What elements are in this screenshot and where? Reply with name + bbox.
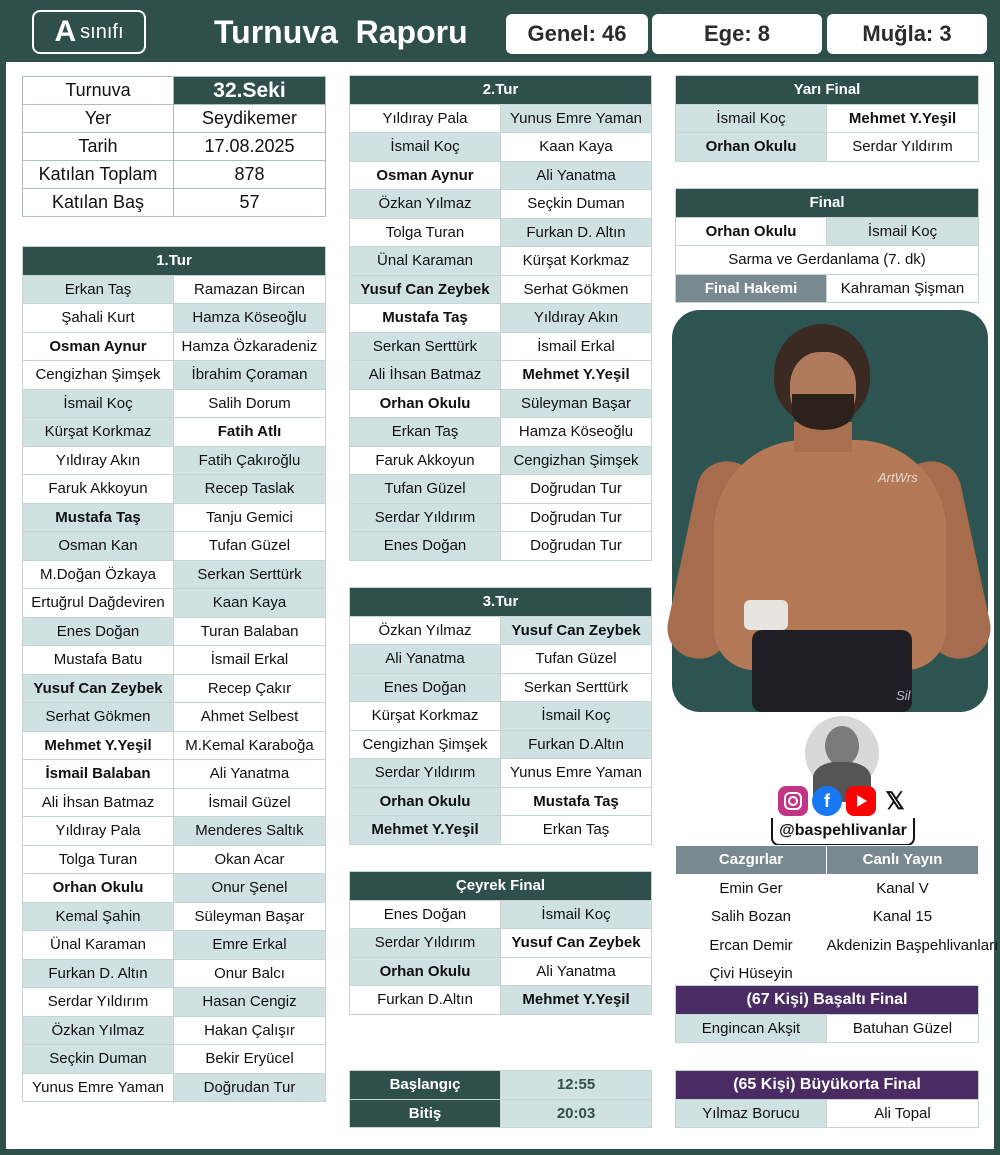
tur1-wrestler-right: Onur Şenel (174, 874, 326, 903)
final-winner: Orhan Okulu (676, 217, 827, 246)
tur1-wrestler-left: Ünal Karaman (23, 931, 174, 960)
tur1-match-row (23, 845, 326, 874)
tur1-wrestler-right: Onur Balcı (174, 959, 326, 988)
tur2-match-row (350, 304, 652, 333)
ceyrek-wrestler-right: Mehmet Y.Yeşil (501, 986, 652, 1015)
logo-portrait (805, 716, 879, 790)
tur2-wrestler-right: Süleyman Başar (501, 389, 652, 418)
tur2-wrestler-right: Furkan D. Altın (501, 218, 652, 247)
tur1-match-row (23, 418, 326, 447)
ceyrek-wrestler-left: Serdar Yıldırım (350, 929, 501, 958)
info-value: 57 (174, 189, 326, 217)
tur2-wrestler-left: Tufan Güzel (350, 475, 501, 504)
tur2-match-row (350, 532, 652, 561)
start-label: Başlangıç (350, 1071, 501, 1100)
tur2-table (349, 75, 652, 561)
yari-wrestler-left: İsmail Koç (676, 104, 827, 133)
ceyrek-wrestler-right: Yusuf Can Zeybek (501, 929, 652, 958)
tur1-match-row (23, 304, 326, 333)
tur2-wrestler-right: Doğrudan Tur (501, 503, 652, 532)
info-row (23, 189, 326, 217)
final-opponent: İsmail Koç (827, 217, 979, 246)
tur3-match-row (350, 673, 652, 702)
tur2-wrestler-left: Enes Doğan (350, 532, 501, 561)
tur2-match-row (350, 190, 652, 219)
tur2-wrestler-right: Kaan Kaya (501, 133, 652, 162)
stat-mugla: Muğla: 3 (827, 14, 987, 54)
tur3-wrestler-left: Cengizhan Şimşek (350, 730, 501, 759)
tur2-wrestler-right: Mehmet Y.Yeşil (501, 361, 652, 390)
crew-cell: Ercan Demir (709, 936, 793, 954)
ceyrek-match-row (350, 900, 652, 929)
tur1-match-row (23, 389, 326, 418)
tur1-wrestler-right: Emre Erkal (174, 931, 326, 960)
tur3-match-row (350, 645, 652, 674)
page-title: Turnuva Raporu (214, 14, 468, 50)
tur1-wrestler-right: Kaan Kaya (174, 589, 326, 618)
tur1-wrestler-right: Tufan Güzel (174, 532, 326, 561)
tur1-match-row (23, 988, 326, 1017)
tur1-wrestler-left: Serhat Gökmen (23, 703, 174, 732)
tur1-match-row (23, 959, 326, 988)
tur3-match-row (350, 730, 652, 759)
youtube-icon[interactable] (846, 786, 876, 816)
crew-table (675, 845, 999, 988)
tur1-wrestler-right: Hamza Özkaradeniz (174, 332, 326, 361)
tur1-wrestler-left: Orhan Okulu (23, 874, 174, 903)
ceyrek-match-row (350, 929, 652, 958)
tur1-match-row (23, 332, 326, 361)
ceyrek-wrestler-left: Orhan Okulu (350, 957, 501, 986)
class-word: sınıfı (80, 20, 124, 43)
tur3-wrestler-right: Mustafa Taş (501, 787, 652, 816)
yari-match-row (676, 104, 979, 133)
ceyrek-match-row (350, 957, 652, 986)
yari-match-row (676, 133, 979, 162)
tur1-wrestler-right: Turan Balaban (174, 617, 326, 646)
photo-watermark: ArtWrs (878, 470, 918, 485)
tur1-wrestler-right: Serkan Serttürk (174, 560, 326, 589)
tur1-wrestler-right: Doğrudan Tur (174, 1073, 326, 1102)
tur2-wrestler-right: Kürşat Korkmaz (501, 247, 652, 276)
tur3-wrestler-left: Mehmet Y.Yeşil (350, 816, 501, 845)
ceyrek-wrestler-left: Furkan D.Altın (350, 986, 501, 1015)
tur2-match-row (350, 389, 652, 418)
info-row (23, 105, 326, 133)
tur1-wrestler-left: Seçkin Duman (23, 1045, 174, 1074)
tur2-match-row (350, 133, 652, 162)
tur3-wrestler-left: Orhan Okulu (350, 787, 501, 816)
end-label: Bitiş (350, 1099, 501, 1128)
crew-cell: Çivi Hüseyin (709, 965, 793, 983)
tur2-wrestler-left: Tolga Turan (350, 218, 501, 247)
info-row (23, 77, 326, 105)
tur1-wrestler-right: Ali Yanatma (174, 760, 326, 789)
basalti-table (675, 985, 979, 1043)
yari-table (675, 75, 979, 162)
tur3-wrestler-left: Enes Doğan (350, 673, 501, 702)
end-time: 20:03 (501, 1099, 652, 1128)
yari-title: Yarı Final (676, 76, 979, 105)
tur2-wrestler-left: Erkan Taş (350, 418, 501, 447)
info-label: Katılan Toplam (23, 161, 174, 189)
tur2-wrestler-left: Yusuf Can Zeybek (350, 275, 501, 304)
tur1-match-row (23, 646, 326, 675)
tur1-wrestler-left: Serdar Yıldırım (23, 988, 174, 1017)
tur2-wrestler-right: Yıldıray Akın (501, 304, 652, 333)
tur1-wrestler-left: Yıldıray Pala (23, 817, 174, 846)
photo-wrist-tape (744, 600, 788, 630)
tur1-table (22, 246, 326, 1102)
class-badge (32, 10, 146, 54)
tur1-wrestler-left: Ertuğrul Dağdeviren (23, 589, 174, 618)
wrestler-photo (672, 310, 988, 712)
tur1-wrestler-right: İbrahim Çoraman (174, 361, 326, 390)
tur1-match-row (23, 703, 326, 732)
crew-cell: Kanal 15 (872, 908, 933, 926)
info-label: Tarih (23, 133, 174, 161)
tur3-wrestler-left: Ali Yanatma (350, 645, 501, 674)
tur1-wrestler-right: Fatih Atlı (174, 418, 326, 447)
photo-kispet (752, 630, 912, 712)
instagram-icon[interactable] (778, 786, 808, 816)
crew-cell: Akdenizin Başpehlivanları (826, 936, 999, 954)
tur1-wrestler-right: Süleyman Başar (174, 902, 326, 931)
times-table (349, 1070, 652, 1128)
tur1-wrestler-left: Osman Aynur (23, 332, 174, 361)
x-icon[interactable]: 𝕏 (880, 786, 910, 816)
tur1-wrestler-right: Recep Çakır (174, 674, 326, 703)
tur1-wrestler-right: Ramazan Bircan (174, 275, 326, 304)
info-value: 32.Seki (174, 77, 326, 105)
tur1-match-row (23, 1073, 326, 1102)
tur1-wrestler-left: Faruk Akkoyun (23, 475, 174, 504)
tur2-match-row (350, 104, 652, 133)
ceyrek-table (349, 871, 652, 1015)
social-icons (778, 784, 910, 818)
tur2-wrestler-right: Yunus Emre Yaman (501, 104, 652, 133)
tur1-wrestler-left: Osman Kan (23, 532, 174, 561)
tur1-match-row (23, 731, 326, 760)
tur1-match-row (23, 902, 326, 931)
tur1-match-row (23, 475, 326, 504)
tur2-match-row (350, 218, 652, 247)
tur2-wrestler-right: Doğrudan Tur (501, 532, 652, 561)
tur1-wrestler-left: Ali İhsan Batmaz (23, 788, 174, 817)
info-row (23, 161, 326, 189)
tur2-wrestler-left: Faruk Akkoyun (350, 446, 501, 475)
tur1-wrestler-left: Mustafa Taş (23, 503, 174, 532)
tur1-wrestler-right: Salih Dorum (174, 389, 326, 418)
tur1-wrestler-right: İsmail Erkal (174, 646, 326, 675)
basalti-winner: Engincan Akşit (676, 1014, 827, 1043)
social-handle[interactable]: @baspehlivanlar (771, 818, 915, 846)
crew-header-broadcast: Canlı Yayın (827, 846, 979, 875)
tur1-wrestler-right: Ahmet Selbest (174, 703, 326, 732)
ceyrek-wrestler-left: Enes Doğan (350, 900, 501, 929)
tur3-table (349, 587, 652, 845)
tur1-match-row (23, 874, 326, 903)
tur1-wrestler-right: Menderes Saltık (174, 817, 326, 846)
basalti-title: (67 Kişi) Başaltı Final (676, 986, 979, 1015)
tur2-wrestler-right: Cengizhan Şimşek (501, 446, 652, 475)
tur2-match-row (350, 503, 652, 532)
tur1-wrestler-left: Erkan Taş (23, 275, 174, 304)
info-label: Yer (23, 105, 174, 133)
tur2-match-row (350, 332, 652, 361)
tur2-match-row (350, 361, 652, 390)
tur3-match-row (350, 616, 652, 645)
photo-signature: Sil (896, 688, 911, 703)
tur1-wrestler-left: Özkan Yılmaz (23, 1016, 174, 1045)
tur2-wrestler-right: Hamza Köseoğlu (501, 418, 652, 447)
tur2-wrestler-right: Ali Yanatma (501, 161, 652, 190)
tur1-match-row (23, 788, 326, 817)
tur3-wrestler-right: Tufan Güzel (501, 645, 652, 674)
yari-wrestler-right: Serdar Yıldırım (827, 133, 979, 162)
tur3-wrestler-right: İsmail Koç (501, 702, 652, 731)
tur1-match-row (23, 1016, 326, 1045)
tur1-wrestler-left: Tolga Turan (23, 845, 174, 874)
ceyrek-match-row (350, 986, 652, 1015)
portrait-head (825, 726, 859, 766)
tur2-wrestler-left: Osman Aynur (350, 161, 501, 190)
crew-cell: Salih Bozan (710, 908, 792, 926)
tur2-match-row (350, 161, 652, 190)
final-referee: Kahraman Şişman (827, 274, 979, 303)
tur1-wrestler-right: M.Kemal Karaboğa (174, 731, 326, 760)
tur1-title: 1.Tur (23, 247, 326, 276)
tur1-match-row (23, 760, 326, 789)
basalti-opponent: Batuhan Güzel (827, 1014, 979, 1043)
tur3-match-row (350, 759, 652, 788)
tur2-wrestler-right: İsmail Erkal (501, 332, 652, 361)
yari-wrestler-left: Orhan Okulu (676, 133, 827, 162)
tur1-wrestler-left: Yıldıray Akın (23, 446, 174, 475)
tur1-match-row (23, 275, 326, 304)
tur1-wrestler-left: M.Doğan Özkaya (23, 560, 174, 589)
tur1-wrestler-right: Fatih Çakıroğlu (174, 446, 326, 475)
tur2-wrestler-left: Özkan Yılmaz (350, 190, 501, 219)
tur2-wrestler-left: Yıldıray Pala (350, 104, 501, 133)
stat-genel: Genel: 46 (506, 14, 648, 54)
tur2-match-row (350, 446, 652, 475)
tur1-wrestler-right: Bekir Eryücel (174, 1045, 326, 1074)
tur2-match-row (350, 475, 652, 504)
tur3-wrestler-left: Özkan Yılmaz (350, 616, 501, 645)
tur2-match-row (350, 418, 652, 447)
tur3-match-row (350, 816, 652, 845)
tur1-wrestler-left: Mehmet Y.Yeşil (23, 731, 174, 760)
tur1-wrestler-left: Yunus Emre Yaman (23, 1073, 174, 1102)
tur2-wrestler-right: Serhat Gökmen (501, 275, 652, 304)
tur1-wrestler-right: Tanju Gemici (174, 503, 326, 532)
tur1-match-row (23, 446, 326, 475)
tur1-wrestler-right: İsmail Güzel (174, 788, 326, 817)
tur1-wrestler-left: Yusuf Can Zeybek (23, 674, 174, 703)
tur1-wrestler-right: Okan Acar (174, 845, 326, 874)
tur2-match-row (350, 275, 652, 304)
tur1-wrestler-right: Hasan Cengiz (174, 988, 326, 1017)
buyukorta-winner: Yılmaz Borucu (676, 1099, 827, 1128)
tur3-wrestler-left: Serdar Yıldırım (350, 759, 501, 788)
tur1-wrestler-left: Cengizhan Şimşek (23, 361, 174, 390)
tur1-wrestler-left: Furkan D. Altın (23, 959, 174, 988)
tur2-wrestler-left: İsmail Koç (350, 133, 501, 162)
tur1-match-row (23, 361, 326, 390)
tur1-match-row (23, 532, 326, 561)
tur1-match-row (23, 931, 326, 960)
crew-cell: Emin Ger (719, 880, 783, 897)
final-result: Sarma ve Gerdanlama (7. dk) (676, 246, 979, 275)
tur1-match-row (23, 817, 326, 846)
tur1-match-row (23, 560, 326, 589)
tur2-wrestler-left: Ünal Karaman (350, 247, 501, 276)
tur2-title: 2.Tur (350, 76, 652, 105)
tur3-wrestler-left: Kürşat Korkmaz (350, 702, 501, 731)
ceyrek-wrestler-right: Ali Yanatma (501, 957, 652, 986)
ceyrek-wrestler-right: İsmail Koç (501, 900, 652, 929)
tur1-match-row (23, 674, 326, 703)
info-value: 17.08.2025 (174, 133, 326, 161)
start-time: 12:55 (501, 1071, 652, 1100)
tur1-wrestler-left: İsmail Balaban (23, 760, 174, 789)
final-referee-label: Final Hakemi (676, 274, 827, 303)
tur3-title: 3.Tur (350, 588, 652, 617)
tur1-wrestler-left: İsmail Koç (23, 389, 174, 418)
tur1-wrestler-right: Hakan Çalışır (174, 1016, 326, 1045)
tur1-match-row (23, 503, 326, 532)
tur2-wrestler-right: Seçkin Duman (501, 190, 652, 219)
tur1-wrestler-left: Kürşat Korkmaz (23, 418, 174, 447)
crew-cell (827, 960, 979, 989)
tur1-match-row (23, 617, 326, 646)
tur2-match-row (350, 247, 652, 276)
tur3-match-row (350, 702, 652, 731)
info-label: Katılan Baş (23, 189, 174, 217)
crew-cell: Kanal V (876, 880, 929, 897)
tur1-wrestler-left: Enes Doğan (23, 617, 174, 646)
info-value: Seydikemer (174, 105, 326, 133)
info-value: 878 (174, 161, 326, 189)
buyukorta-opponent: Ali Topal (827, 1099, 979, 1128)
tur1-wrestler-left: Şahali Kurt (23, 304, 174, 333)
tur1-match-row (23, 1045, 326, 1074)
info-row (23, 133, 326, 161)
tur3-wrestler-right: Erkan Taş (501, 816, 652, 845)
stat-ege: Ege: 8 (652, 14, 822, 54)
tur3-wrestler-right: Furkan D.Altın (501, 730, 652, 759)
tur1-match-row (23, 589, 326, 618)
tur3-wrestler-right: Yunus Emre Yaman (501, 759, 652, 788)
facebook-icon[interactable]: f (812, 786, 842, 816)
info-label: Turnuva (23, 77, 174, 105)
yari-wrestler-right: Mehmet Y.Yeşil (827, 104, 979, 133)
buyukorta-title: (65 Kişi) Büyükorta Final (676, 1071, 979, 1100)
tur3-wrestler-right: Serkan Serttürk (501, 673, 652, 702)
crew-header-cazgir: Cazgırlar (676, 846, 827, 875)
tur3-wrestler-right: Yusuf Can Zeybek (501, 616, 652, 645)
final-title: Final (676, 189, 979, 218)
tur2-wrestler-right: Doğrudan Tur (501, 475, 652, 504)
tur1-wrestler-right: Recep Taslak (174, 475, 326, 504)
final-table (675, 188, 979, 303)
tur1-wrestler-left: Mustafa Batu (23, 646, 174, 675)
header-bar (0, 0, 1000, 62)
tur3-match-row (350, 787, 652, 816)
ceyrek-title: Çeyrek Final (350, 872, 652, 901)
buyukorta-table (675, 1070, 979, 1128)
tur2-wrestler-left: Mustafa Taş (350, 304, 501, 333)
class-letter: A (54, 15, 77, 48)
photo-beard (792, 394, 854, 430)
tur2-wrestler-left: Orhan Okulu (350, 389, 501, 418)
tur2-wrestler-left: Serkan Serttürk (350, 332, 501, 361)
tur2-wrestler-left: Serdar Yıldırım (350, 503, 501, 532)
info-table (22, 76, 326, 217)
tur2-wrestler-left: Ali İhsan Batmaz (350, 361, 501, 390)
tur1-wrestler-right: Hamza Köseoğlu (174, 304, 326, 333)
tur1-wrestler-left: Kemal Şahin (23, 902, 174, 931)
